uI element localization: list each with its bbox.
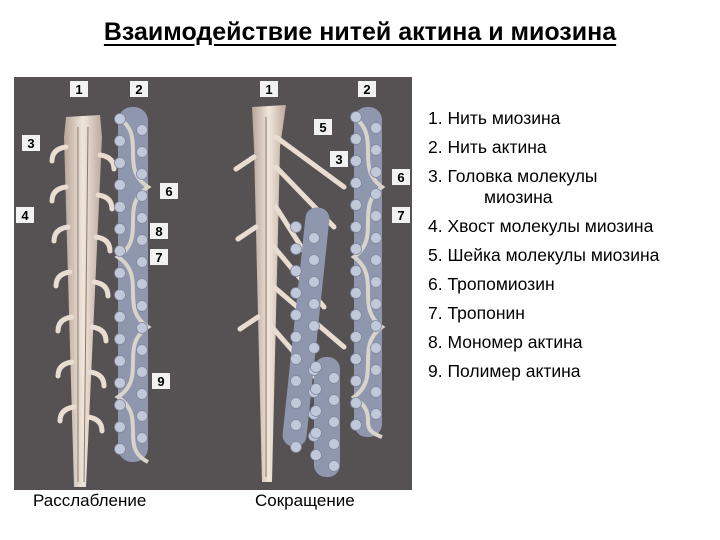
actin-monomer: [137, 213, 148, 224]
actin-monomer: [137, 323, 148, 334]
actin-monomer: [311, 428, 322, 439]
actin-monomer: [351, 376, 362, 387]
actin-monomer: [309, 233, 320, 244]
actin-monomer: [137, 367, 148, 378]
actin-monomer: [115, 136, 126, 147]
label-6-left: [160, 183, 178, 199]
actin-monomer: [137, 169, 148, 180]
svg-text:9: 9: [157, 374, 165, 389]
actin-monomer: [115, 400, 126, 411]
label-5: [314, 119, 332, 135]
actin-monomer: [371, 189, 382, 200]
actin-monomer: [309, 321, 320, 332]
label-4: [16, 207, 34, 223]
legend-item: 5. Шейка молекулы миозина: [428, 245, 660, 265]
svg-text:4: 4: [21, 208, 29, 223]
label-1-left: [70, 81, 88, 97]
actin-monomer: [291, 310, 302, 321]
actin-monomer: [291, 420, 302, 431]
actin-monomer: [291, 376, 302, 387]
label-3-left: [22, 135, 40, 151]
actin-monomer: [137, 433, 148, 444]
actin-monomer: [351, 222, 362, 233]
actin-monomer: [115, 334, 126, 345]
actin-monomer: [115, 246, 126, 257]
legend-item-continuation: миозина: [484, 187, 553, 207]
actin-monomer: [115, 114, 126, 125]
actin-monomer: [351, 244, 362, 255]
actin-monomer: [115, 378, 126, 389]
actin-monomer: [115, 422, 126, 433]
actin-monomer: [291, 222, 302, 233]
label-7-right: [392, 207, 410, 223]
actin-monomer: [309, 299, 320, 310]
actin-monomer: [351, 288, 362, 299]
actin-monomer: [137, 411, 148, 422]
actin-monomer: [371, 123, 382, 134]
svg-text:7: 7: [397, 208, 405, 223]
actin-monomer: [351, 134, 362, 145]
actin-monomer: [115, 290, 126, 301]
actin-monomer: [115, 444, 126, 455]
legend-item: 4. Хвост молекулы миозина: [428, 216, 654, 236]
actin-monomer: [115, 158, 126, 169]
actin-monomer: [291, 288, 302, 299]
actin-monomer: [115, 180, 126, 191]
legend-item: 7. Тропонин: [428, 303, 525, 323]
label-3-right: [330, 151, 348, 167]
legend-item: 9. Полимер актина: [428, 361, 581, 381]
actin-monomer: [137, 147, 148, 158]
actin-monomer: [351, 266, 362, 277]
legend-list: [428, 104, 659, 386]
actin-monomer: [115, 312, 126, 323]
svg-text:6: 6: [397, 170, 405, 185]
actin-monomer: [309, 255, 320, 266]
legend-item: 2. Нить актина: [428, 137, 547, 157]
actin-monomer: [137, 345, 148, 356]
actin-monomer: [329, 373, 340, 384]
caption-relaxation: Расслабление: [33, 491, 147, 510]
actin-monomer: [329, 439, 340, 450]
actin-monomer: [371, 343, 382, 354]
label-2-right: [358, 81, 376, 97]
svg-text:1: 1: [75, 82, 83, 97]
actin-monomer: [371, 299, 382, 310]
svg-text:3: 3: [27, 136, 35, 151]
actin-monomer: [329, 395, 340, 406]
actin-monomer: [137, 257, 148, 268]
actin-monomer: [351, 354, 362, 365]
legend-item: 8. Мономер актина: [428, 332, 583, 352]
actin-monomer: [371, 277, 382, 288]
actin-monomer: [371, 365, 382, 376]
actin-monomer: [311, 384, 322, 395]
actin-monomer: [371, 145, 382, 156]
actin-monomer: [291, 398, 302, 409]
actin-monomer: [351, 178, 362, 189]
svg-text:6: 6: [165, 184, 173, 199]
actin-monomer: [309, 277, 320, 288]
actin-monomer: [351, 200, 362, 211]
actin-monomer: [115, 224, 126, 235]
svg-text:5: 5: [319, 120, 327, 135]
actin-monomer: [371, 233, 382, 244]
actin-monomer: [351, 398, 362, 409]
actin-myosin-photo: [14, 77, 412, 490]
svg-text:2: 2: [135, 82, 143, 97]
label-7-left: [150, 249, 168, 265]
legend-item: 1. Нить миозина: [428, 108, 561, 128]
actin-monomer: [115, 202, 126, 213]
actin-monomer: [137, 301, 148, 312]
actin-monomer: [115, 268, 126, 279]
legend-item: 3. Головка молекулы: [428, 166, 598, 186]
actin-monomer: [291, 266, 302, 277]
actin-monomer: [311, 362, 322, 373]
actin-monomer: [371, 255, 382, 266]
actin-monomer: [137, 191, 148, 202]
svg-text:7: 7: [155, 250, 163, 265]
svg-text:1: 1: [265, 82, 273, 97]
actin-monomer: [309, 343, 320, 354]
actin-monomer: [311, 406, 322, 417]
actin-monomer: [371, 409, 382, 420]
label-6-right: [392, 169, 410, 185]
actin-monomer: [351, 420, 362, 431]
label-1-right: [260, 81, 278, 97]
actin-monomer: [371, 321, 382, 332]
svg-text:2: 2: [363, 82, 371, 97]
label-9: [152, 373, 170, 389]
actin-monomer: [137, 389, 148, 400]
actin-monomer: [137, 235, 148, 246]
svg-text:8: 8: [155, 224, 163, 239]
label-2-left: [130, 81, 148, 97]
svg-text:3: 3: [335, 152, 343, 167]
actin-monomer: [351, 310, 362, 321]
actin-monomer: [291, 442, 302, 453]
actin-monomer: [291, 332, 302, 343]
actin-monomer: [291, 244, 302, 255]
actin-monomer: [137, 125, 148, 136]
actin-monomer: [371, 211, 382, 222]
actin-monomer: [351, 112, 362, 123]
actin-monomer: [311, 450, 322, 461]
page-title: Взаимодействие нитей актина и миозина: [103, 18, 617, 46]
actin-monomer: [351, 332, 362, 343]
label-8: [150, 223, 168, 239]
actin-monomer: [329, 461, 340, 472]
actin-monomer: [137, 279, 148, 290]
actin-monomer: [291, 354, 302, 365]
legend-item: 6. Тропомиозин: [428, 274, 555, 294]
actin-monomer: [371, 387, 382, 398]
actin-monomer: [329, 417, 340, 428]
actin-monomer: [115, 356, 126, 367]
actin-monomer: [351, 156, 362, 167]
actin-monomer: [371, 167, 382, 178]
caption-contraction: Сокращение: [255, 491, 355, 510]
